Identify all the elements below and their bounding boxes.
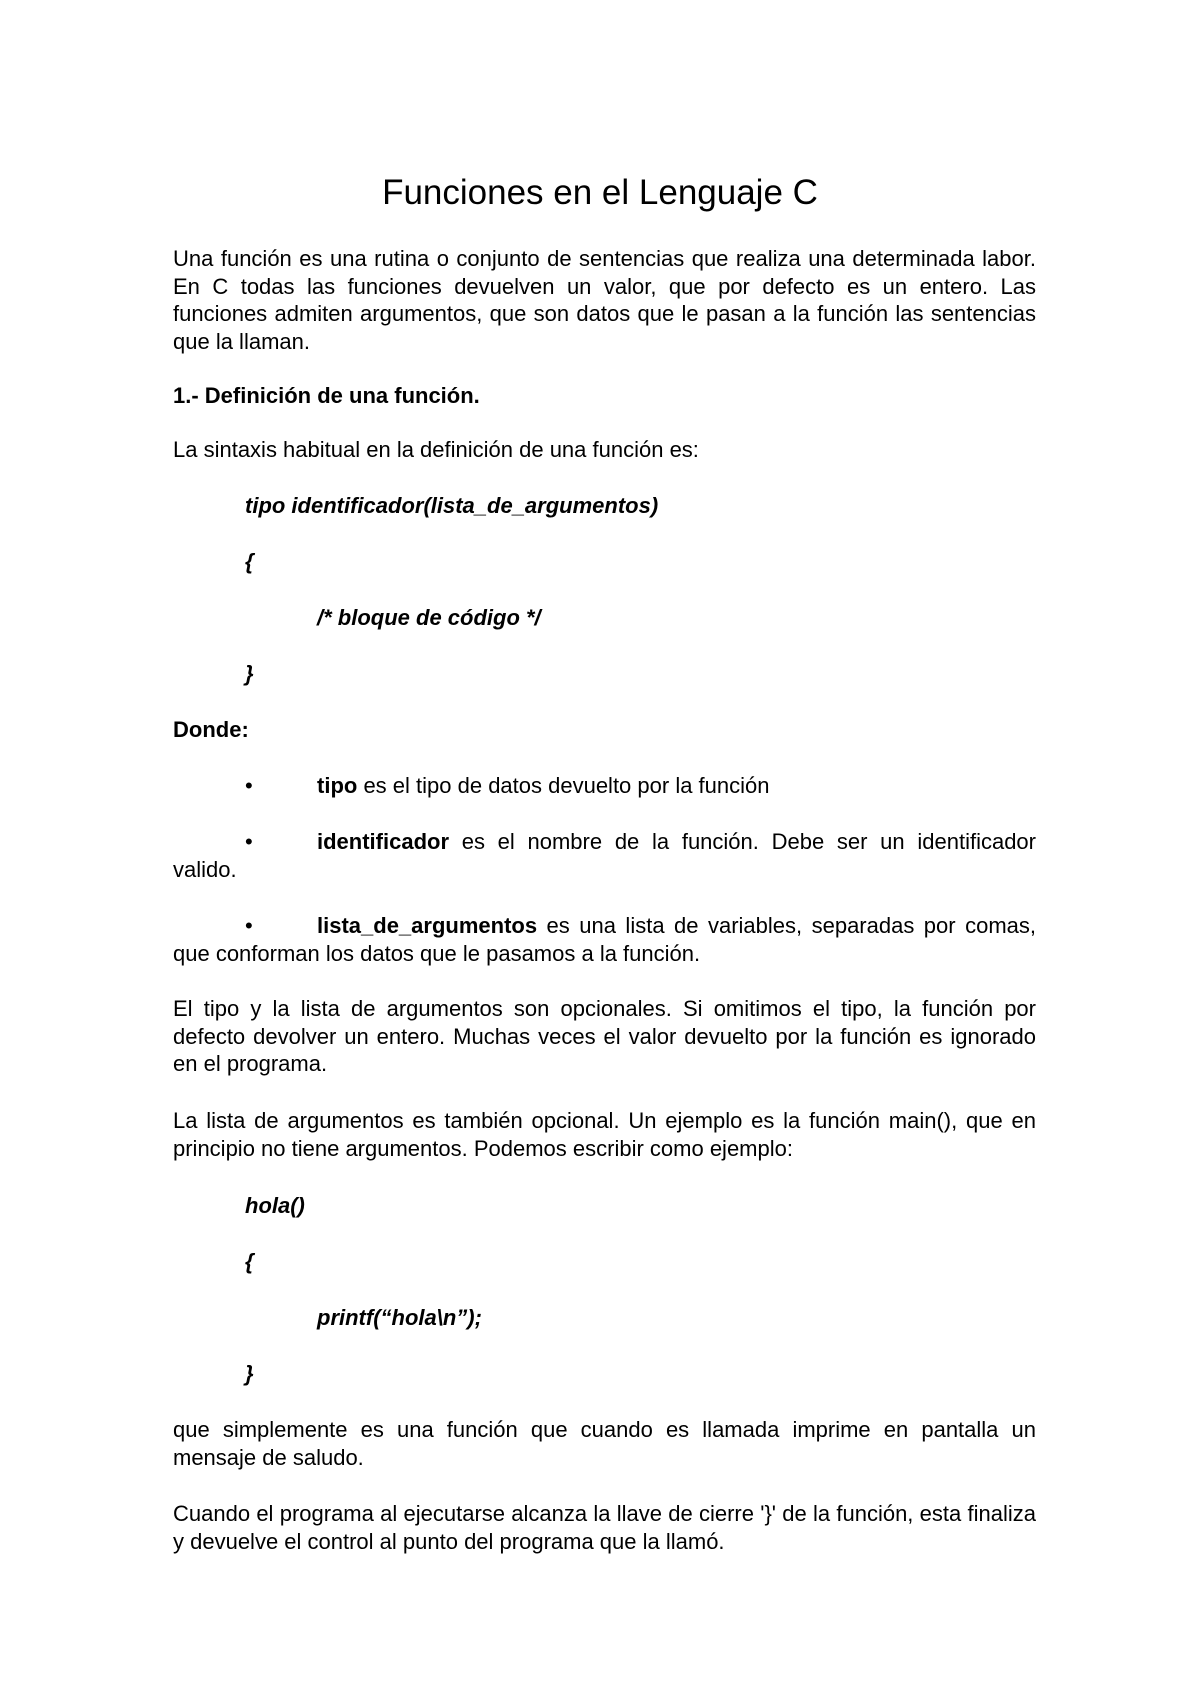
example-close-brace: } xyxy=(245,1361,254,1386)
optional-paragraph: El tipo y la lista de argumentos son opcionales. Si omitimos el tipo, la función por defecto devolver un entero. Muchas veces el valor devuelto por la función es ignorado en el programa. xyxy=(173,996,1036,1076)
example-open-brace: { xyxy=(245,1249,254,1274)
definition-text xyxy=(173,828,1036,883)
syntax-body-comment: /* bloque de código */ xyxy=(317,605,541,630)
closing-paragraph: Cuando el programa al ejecutarse alcanza la llave de cierre '}' de la función, esta finaliza y devuelve el control al punto del programa que la llamó. xyxy=(173,1501,1036,1554)
example-signature: hola() xyxy=(245,1193,305,1218)
syntax-open-brace: { xyxy=(245,549,254,574)
syntax-close-brace: } xyxy=(245,661,254,686)
intro-paragraph: Una función es una rutina o conjunto de sentencias que realiza una determinada labor. En C todas las funciones devuelven un valor, que por defecto es un entero. Las funciones admiten argumentos, que son datos que le pasan a la función las sentencias que la llaman. xyxy=(173,246,1036,354)
donde-label: Donde: xyxy=(173,717,249,742)
bullet-mark: • xyxy=(245,829,253,854)
example-explanation: que simplemente es una función que cuando es llamada imprime en pantalla un mensaje de saludo. xyxy=(173,1417,1036,1470)
syntax-intro: La sintaxis habitual en la definición de una función es: xyxy=(173,437,699,462)
example-body: printf(“hola\n”); xyxy=(317,1305,482,1330)
definition-item xyxy=(173,912,1036,967)
definition-term: tipo xyxy=(317,773,358,798)
definition-term: lista_de_argumentos xyxy=(317,913,538,938)
page-title: Funciones en el Lenguaje C xyxy=(382,173,818,212)
bullet-mark: • xyxy=(245,773,253,798)
definition-item xyxy=(173,772,1036,800)
definition-term: identificador xyxy=(317,829,450,854)
definition-description: es una lista de variables, separadas por comas, que conforman los datos que le pasamos a la función. xyxy=(173,913,1036,966)
bullet-mark: • xyxy=(245,913,253,938)
definition-item xyxy=(173,828,1036,883)
section-heading: 1.- Definición de una función. xyxy=(173,383,480,408)
definition-text xyxy=(173,912,1036,967)
definition-description: es el tipo de datos devuelto por la función xyxy=(357,773,770,798)
main-paragraph: La lista de argumentos es también opcional. Un ejemplo es la función main(), que en principio no tiene argumentos. Podemos escribir como ejemplo: xyxy=(173,1108,1036,1161)
syntax-signature: tipo identificador(lista_de_argumentos) xyxy=(245,493,659,518)
definition-text xyxy=(173,772,1036,800)
definition-description: es el nombre de la función. Debe ser un identificador valido. xyxy=(173,829,1036,882)
